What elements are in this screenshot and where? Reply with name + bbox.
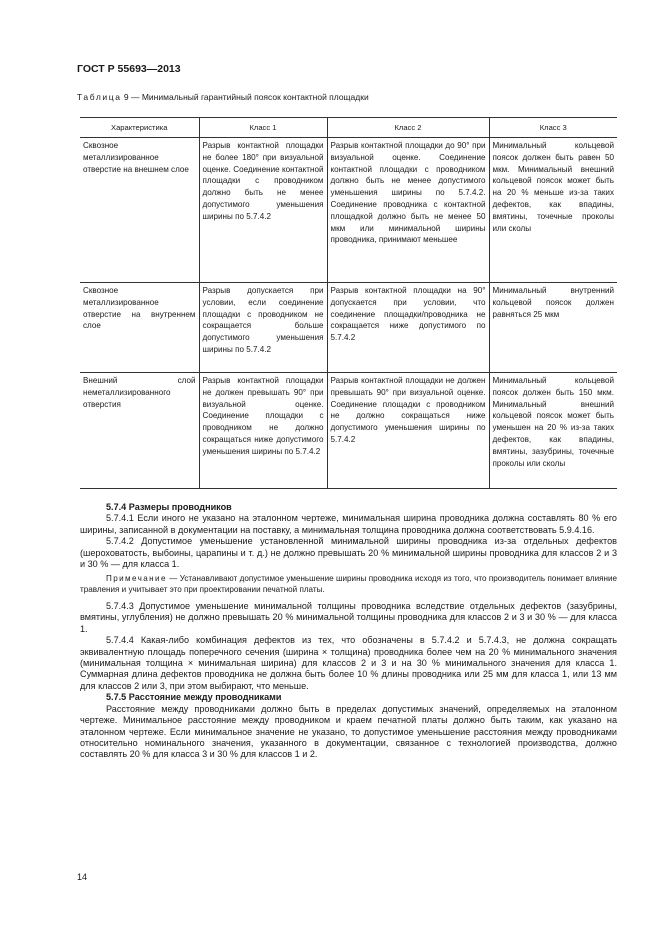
table-cell: Минимальный внутренний кольцевой поясок должен равняться 25 мкм — [489, 283, 617, 373]
table-cell: Сквозное металлизированное отверстие на внешнем слое — [80, 138, 199, 283]
table-row — [80, 283, 617, 373]
table-header-row — [80, 118, 617, 138]
column-header: Класс 2 — [327, 118, 489, 138]
column-header: Характеристика — [80, 118, 199, 138]
page-number: 14 — [77, 872, 88, 882]
standard-number: ГОСТ Р 55693—2013 — [77, 63, 181, 75]
paragraph-5-7-5: Расстояние между проводниками должно быть в пределах допустимых значений, определяемых на эталонном чертеже. Минимальное расстояние между проводником и краем печатной платы должно быть таким, как указано на эталонном чертеже. Если минимальное значение не указано, то допустимое уменьшение расстояния между проводниками относительно номинального значения, указанного в документации, связанное с технологией производства, должно составлять 20 % для класса 3 и 30 % для классов 1 и 2. — [80, 703, 617, 760]
table-cell: Разрыв контактной площадки не более 180° при визуальной оценке. Соединение контактной площадки с проводником должно быть не менее допустимого уменьшения ширины по 5.7.4.2 — [199, 138, 327, 283]
table-row — [80, 138, 617, 283]
document-body — [80, 502, 617, 761]
column-header: Класс 1 — [199, 118, 327, 138]
table-cell: Внешний слой неметаллизированного отверстия — [80, 373, 199, 489]
table-cell: Минимальный кольцевой поясок должен быть равен 50 мкм. Минимальный внешний кольцевой поясок может быть на 20 % меньше из-за таких дефектов, как впадины, вмятины, точечные проколы или сколы — [489, 138, 617, 283]
requirements-table — [80, 117, 617, 489]
table-cell: Разрыв допускается при условии, если соединение площадки с проводником не сокращается больше допустимого уменьшения ширины по 5.7.4.2 — [199, 283, 327, 373]
paragraph-5-7-4-4: 5.7.4.4 Какая-либо комбинация дефектов из тех, что обозначены в 5.7.4.2 и 5.7.4.3, не должна сокращать эквивалентную площадь поперечного сечения (ширина × толщина) проводника более чем на 20 % минимального значения (минимальная толщина × минимальная ширина) для классов 2 и 3 и на 30 % минимального значения для класса 1. Суммарная длина дефектов проводника не должна быть более 10 % длины проводника или 25 мм для класса 1, или 13 мм для классов 2 или 3, при этом выбирают, что меньше. — [80, 635, 617, 691]
note — [80, 574, 617, 596]
table-caption — [77, 92, 369, 102]
table-caption-prefix: Таблица — [77, 92, 122, 102]
table-row — [80, 373, 617, 489]
table-cell: Разрыв контактной площадки не должен превышать 90° при визуальной оценке. Соединение площадки с проводником не должно сокращаться ниже допустимого уменьшения ширины по 5.7.4.2 — [327, 373, 489, 489]
table-cell: Разрыв контактной площадки до 90° при визуальной оценке. Соединение контактной площадки с проводником должно быть не менее допустимого уменьшения ширины по 5.7.4.2. Соединение проводника с контактной площадкой должно быть не менее 50 мкм или минимальной ширины проводника, принимают меньшее — [327, 138, 489, 283]
paragraph-5-7-4-3: 5.7.4.3 Допустимое уменьшение минимальной толщины проводника вследствие отдельных дефектов (зазубрины, вмятины, углубления) не должно превышать 20 % минимальной толщины проводника для классов 2 и 3 и 30 % — для класса 1. — [80, 601, 617, 634]
table-caption-text: 9 — Минимальный гарантийный поясок контактной площадки — [123, 92, 369, 102]
paragraph-5-7-4-2: 5.7.4.2 Допустимое уменьшение установленной минимальной ширины проводника из-за отдельных дефектов (шероховатость, выбоины, царапины и т. д.) не должно превышать 20 % минимальной ширины проводника для классов 2 и 3 и 30 % — для класса 1. — [80, 536, 617, 570]
column-header: Класс 3 — [489, 118, 617, 138]
table-cell: Сквозное металлизированное отверстие на внутреннем слое — [80, 283, 199, 373]
section-heading-5-7-4: 5.7.4 Размеры проводников — [106, 502, 232, 512]
paragraph-5-7-4-1: 5.7.4.1 Если иного не указано на эталонном чертеже, минимальная ширина проводника должна составлять 80 % его ширины, записанной в документации на поставку, а минимальная толщина проводника должна соответствовать 5.9.4.16. — [80, 513, 617, 535]
note-label: Примечание — [106, 574, 167, 584]
table-cell: Разрыв контактной площадки не должен превышать 90° при визуальной оценке. Соединение площадки с проводником не должно сокращаться ниже допустимого уменьшения ширины по 5.7.4.2 — [199, 373, 327, 489]
table-cell: Минимальный кольцевой поясок должен быть 150 мкм. Минимальный внешний кольцевой поясок может быть уменьшен на 20 % из-за таких дефектов, как впадины, вмятины, зазубрины, точечные проколы или сколы — [489, 373, 617, 489]
table-cell: Разрыв контактной площадки на 90° допускается при условии, что соединение площадки/проводника не сокращается ниже допустимого по 5.7.4.2 — [327, 283, 489, 373]
note-text: — Устанавливают допустимое уменьшение ширины проводника исходя из того, что производитель понимает влияние травления и учитывает это при проектировании печатной платы. — [80, 574, 617, 595]
section-heading-5-7-5: 5.7.5 Расстояние между проводниками — [106, 692, 282, 703]
